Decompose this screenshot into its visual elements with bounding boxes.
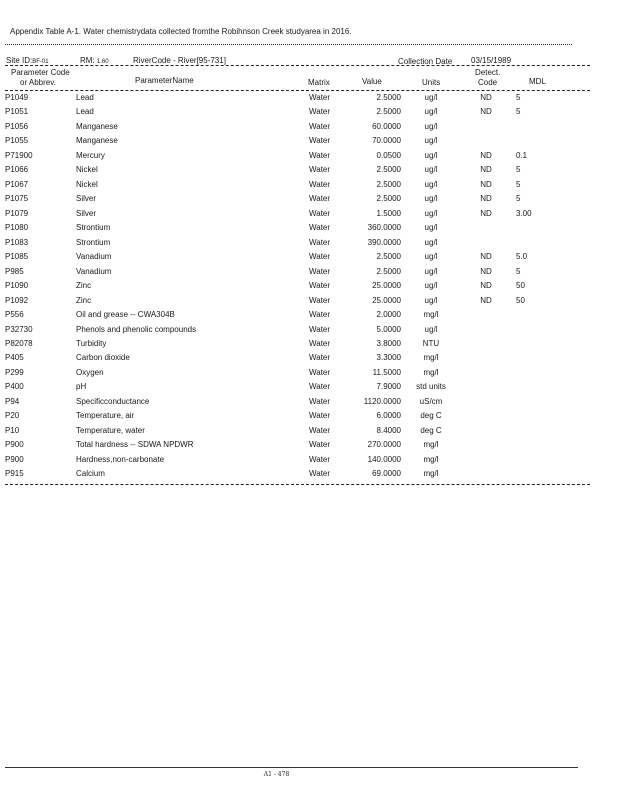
units-cell: ug/l [424, 107, 438, 117]
detect-code-cell: ND [480, 208, 492, 218]
rm-value: 1.60 [96, 59, 109, 65]
parameter-code-cell: P400 [5, 382, 24, 392]
site-id-value: BF-01 [32, 59, 49, 65]
value-cell: 2.5000 [376, 252, 401, 262]
units-cell: ug/l [424, 150, 438, 160]
value-cell: 6.0000 [376, 411, 401, 421]
table-row [0, 238, 618, 252]
parameter-name-cell: Manganese [76, 136, 118, 146]
detect-code-cell: ND [480, 252, 492, 262]
parameter-name-cell: Nickel [76, 165, 98, 175]
mdl-cell: 5.0 [516, 252, 528, 262]
parameter-code-cell: P915 [5, 469, 24, 479]
value-cell: 2.5000 [376, 194, 401, 204]
col-detect-line2: Code [478, 78, 498, 87]
units-cell: ug/l [424, 324, 438, 334]
col-mdl: MDL [529, 77, 546, 86]
units-cell: ug/l [424, 295, 438, 305]
col-code-line1: Parameter Code [11, 68, 70, 77]
parameter-name-cell: Temperature, water [76, 425, 145, 435]
value-cell: 25.0000 [372, 281, 401, 291]
mdl-cell: 5 [516, 107, 521, 117]
matrix-cell: Water [309, 396, 331, 406]
table-row [0, 180, 618, 194]
matrix-cell: Water [309, 208, 331, 218]
matrix-cell: Water [309, 237, 331, 247]
col-value: Value [362, 77, 382, 86]
matrix-cell: Water [309, 165, 331, 175]
matrix-cell: Water [309, 121, 331, 131]
parameter-name-cell: Silver [76, 208, 97, 218]
parameter-name-cell: Carbon dioxide [76, 353, 130, 363]
river-code: RiverCode - River[95-731] [133, 56, 226, 65]
value-cell: 1.5000 [376, 208, 401, 218]
detect-code-cell: ND [480, 266, 492, 276]
value-cell: 25.0000 [372, 295, 401, 305]
rm-label: RM: [80, 56, 95, 65]
parameter-name-cell: Oil and grease -- CWA304B [76, 310, 175, 320]
parameter-code-cell: P1066 [5, 165, 29, 175]
units-cell: ug/l [424, 121, 438, 131]
matrix-cell: Water [309, 353, 331, 363]
footer-rule [5, 767, 578, 768]
parameter-name-cell: Hardness,non-carbonate [76, 454, 165, 464]
matrix-cell: Water [309, 107, 331, 117]
table-row [0, 296, 618, 310]
value-cell: 3.8000 [376, 338, 401, 348]
matrix-cell: Water [309, 223, 331, 233]
mdl-cell: 5 [516, 194, 521, 204]
table-bottom-rule [5, 484, 590, 485]
matrix-cell: Water [309, 382, 331, 392]
mdl-cell: 5 [516, 165, 521, 175]
table-row [0, 455, 618, 469]
parameter-name-cell: Lead [76, 93, 94, 102]
table-row [0, 267, 618, 281]
collection-date-value: 03/15/1989 [471, 56, 512, 65]
units-cell: ug/l [424, 223, 438, 233]
parameter-name-cell: Manganese [76, 121, 118, 131]
parameter-code-cell: P1067 [5, 179, 29, 189]
table-row [0, 223, 618, 237]
units-cell: deg C [420, 411, 442, 421]
parameter-code-cell: P10 [5, 425, 20, 435]
table-row [0, 194, 618, 208]
value-cell: 11.5000 [372, 367, 401, 377]
value-cell: 0.0500 [376, 150, 401, 160]
parameter-code-cell: P1055 [5, 136, 29, 146]
units-cell: mg/l [423, 454, 439, 464]
parameter-name-cell: Lead [76, 107, 94, 117]
detect-code-cell: ND [480, 179, 492, 189]
value-cell: 5.0000 [376, 324, 401, 334]
parameter-code-cell: P20 [5, 411, 20, 421]
parameter-name-cell: Specificconductance [76, 396, 150, 406]
table-row [0, 368, 618, 382]
value-cell: 8.4000 [376, 425, 401, 435]
table-row [0, 397, 618, 411]
units-cell: ug/l [424, 93, 438, 102]
value-cell: 360.0000 [367, 223, 401, 233]
matrix-cell: Water [309, 266, 331, 276]
matrix-cell: Water [309, 150, 331, 160]
matrix-cell: Water [309, 93, 331, 102]
units-cell: ug/l [424, 252, 438, 262]
detect-code-cell: ND [480, 295, 492, 305]
matrix-cell: Water [309, 310, 331, 320]
matrix-cell: Water [309, 136, 331, 146]
matrix-cell: Water [309, 469, 331, 479]
matrix-cell: Water [309, 324, 331, 334]
value-cell: 2.5000 [376, 179, 401, 189]
detect-code-cell: ND [480, 93, 492, 102]
matrix-cell: Water [309, 454, 331, 464]
parameter-code-cell: P32730 [5, 324, 33, 334]
mdl-cell: 50 [516, 295, 525, 305]
col-code-line2: or Abbrev. [20, 78, 56, 87]
value-cell: 3.3000 [376, 353, 401, 363]
table-row [0, 325, 618, 339]
parameter-code-cell: P71900 [5, 150, 33, 160]
parameter-code-cell: P556 [5, 310, 24, 320]
col-name: ParameterName [135, 76, 194, 85]
parameter-code-cell: P1080 [5, 223, 29, 233]
page-number: A1 - 478 [263, 771, 290, 778]
detect-code-cell: ND [480, 150, 492, 160]
units-cell: mg/l [423, 367, 439, 377]
table-row [0, 209, 618, 223]
value-cell: 2.5000 [376, 107, 401, 117]
parameter-code-cell: P94 [5, 396, 20, 406]
table-row [0, 440, 618, 454]
col-detect-line1: Detect. [475, 68, 501, 77]
table-row [0, 93, 618, 107]
parameter-name-cell: Oxygen [76, 367, 104, 377]
value-cell: 2.0000 [376, 310, 401, 320]
title-rule [5, 44, 572, 45]
parameter-code-cell: P1090 [5, 281, 29, 291]
matrix-cell: Water [309, 179, 331, 189]
table-title: Appendix Table A-1. Water chemistrydata collected fromthe Robihnson Creek studyarea in 2016. [10, 27, 352, 36]
value-cell: 7.9000 [376, 382, 401, 392]
detect-code-cell: ND [480, 194, 492, 204]
detect-code-cell: ND [480, 107, 492, 117]
units-cell: ug/l [424, 237, 438, 247]
units-cell: deg C [420, 425, 442, 435]
table-row [0, 469, 618, 483]
matrix-cell: Water [309, 367, 331, 377]
units-cell: mg/l [423, 310, 439, 320]
data-table-body [0, 93, 618, 484]
parameter-code-cell: P1075 [5, 194, 29, 204]
units-cell: ug/l [424, 165, 438, 175]
value-cell: 270.0000 [367, 440, 401, 450]
value-cell: 2.5000 [376, 266, 401, 276]
parameter-code-cell: P1051 [5, 107, 29, 117]
units-cell: mg/l [423, 469, 439, 479]
table-row [0, 122, 618, 136]
value-cell: 1120.0000 [363, 396, 401, 406]
parameter-code-cell: P405 [5, 353, 24, 363]
parameter-code-cell: P1083 [5, 237, 29, 247]
site-id-label: Site ID: [6, 56, 33, 65]
parameter-name-cell: Vanadium [76, 266, 112, 276]
parameter-code-cell: P299 [5, 367, 24, 377]
table-row [0, 353, 618, 367]
header-top-rule [5, 65, 590, 66]
mdl-cell: 5 [516, 93, 521, 102]
value-cell: 2.5000 [376, 165, 401, 175]
value-cell: 69.0000 [372, 469, 401, 479]
parameter-name-cell: Temperature, air [76, 411, 135, 421]
value-cell: 70.0000 [372, 136, 401, 146]
matrix-cell: Water [309, 411, 331, 421]
units-cell: ug/l [424, 136, 438, 146]
parameter-code-cell: P82078 [5, 338, 33, 348]
table-row [0, 411, 618, 425]
mdl-cell: 0.1 [516, 150, 528, 160]
parameter-code-cell: P900 [5, 440, 24, 450]
mdl-cell: 3.00 [516, 208, 532, 218]
parameter-name-cell: Mercury [76, 150, 105, 160]
matrix-cell: Water [309, 295, 331, 305]
col-matrix: Matrix [308, 78, 330, 87]
parameter-name-cell: Silver [76, 194, 97, 204]
parameter-name-cell: Strontium [76, 237, 111, 247]
value-cell: 390.0000 [367, 237, 401, 247]
parameter-name-cell: Vanadium [76, 252, 112, 262]
river-mile [80, 56, 109, 65]
parameter-code-cell: P1049 [5, 93, 29, 102]
parameter-code-cell: P1085 [5, 252, 29, 262]
units-cell: ug/l [424, 179, 438, 189]
matrix-cell: Water [309, 440, 331, 450]
table-row [0, 310, 618, 324]
matrix-cell: Water [309, 281, 331, 291]
value-cell: 140.0000 [367, 454, 401, 464]
site-id [6, 56, 49, 65]
table-row [0, 281, 618, 295]
table-row [0, 136, 618, 150]
table-row [0, 426, 618, 440]
parameter-name-cell: Turbidity [76, 338, 107, 348]
units-cell: NTU [422, 338, 440, 348]
table-row [0, 165, 618, 179]
parameter-code-cell: P1056 [5, 121, 29, 131]
detect-code-cell: ND [480, 281, 492, 291]
parameter-name-cell: pH [76, 382, 87, 392]
units-cell: mg/l [423, 440, 439, 450]
table-row [0, 151, 618, 165]
table-row [0, 107, 618, 121]
mdl-cell: 5 [516, 179, 521, 189]
collection-date-label: Collection Date [398, 57, 453, 66]
detect-code-cell: ND [480, 165, 492, 175]
mdl-cell: 5 [516, 266, 521, 276]
units-cell: std units [416, 382, 446, 392]
parameter-name-cell: Calcium [76, 469, 105, 479]
value-cell: 60.0000 [372, 121, 401, 131]
parameter-name-cell: Zinc [76, 295, 92, 305]
units-cell: ug/l [424, 266, 438, 276]
table-row [0, 252, 618, 266]
parameter-code-cell: P1092 [5, 295, 29, 305]
parameter-name-cell: Phenols and phenolic compounds [76, 324, 197, 334]
matrix-cell: Water [309, 425, 331, 435]
parameter-code-cell: P900 [5, 454, 24, 464]
units-cell: ug/l [424, 281, 438, 291]
header-bottom-rule [5, 90, 590, 91]
parameter-name-cell: Strontium [76, 223, 111, 233]
parameter-name-cell: Total hardness -- SDWA NPDWR [76, 440, 194, 450]
units-cell: ug/l [424, 194, 438, 204]
units-cell: mg/l [423, 353, 439, 363]
matrix-cell: Water [309, 338, 331, 348]
parameter-code-cell: P985 [5, 266, 24, 276]
matrix-cell: Water [309, 252, 331, 262]
mdl-cell: 50 [516, 281, 525, 291]
table-row [0, 382, 618, 396]
table-row [0, 339, 618, 353]
col-units: Units [422, 78, 441, 87]
value-cell: 2.5000 [376, 93, 401, 102]
parameter-name-cell: Nickel [76, 179, 98, 189]
units-cell: uS/cm [419, 396, 443, 406]
parameter-code-cell: P1079 [5, 208, 29, 218]
parameter-name-cell: Zinc [76, 281, 92, 291]
units-cell: ug/l [424, 208, 438, 218]
matrix-cell: Water [309, 194, 331, 204]
